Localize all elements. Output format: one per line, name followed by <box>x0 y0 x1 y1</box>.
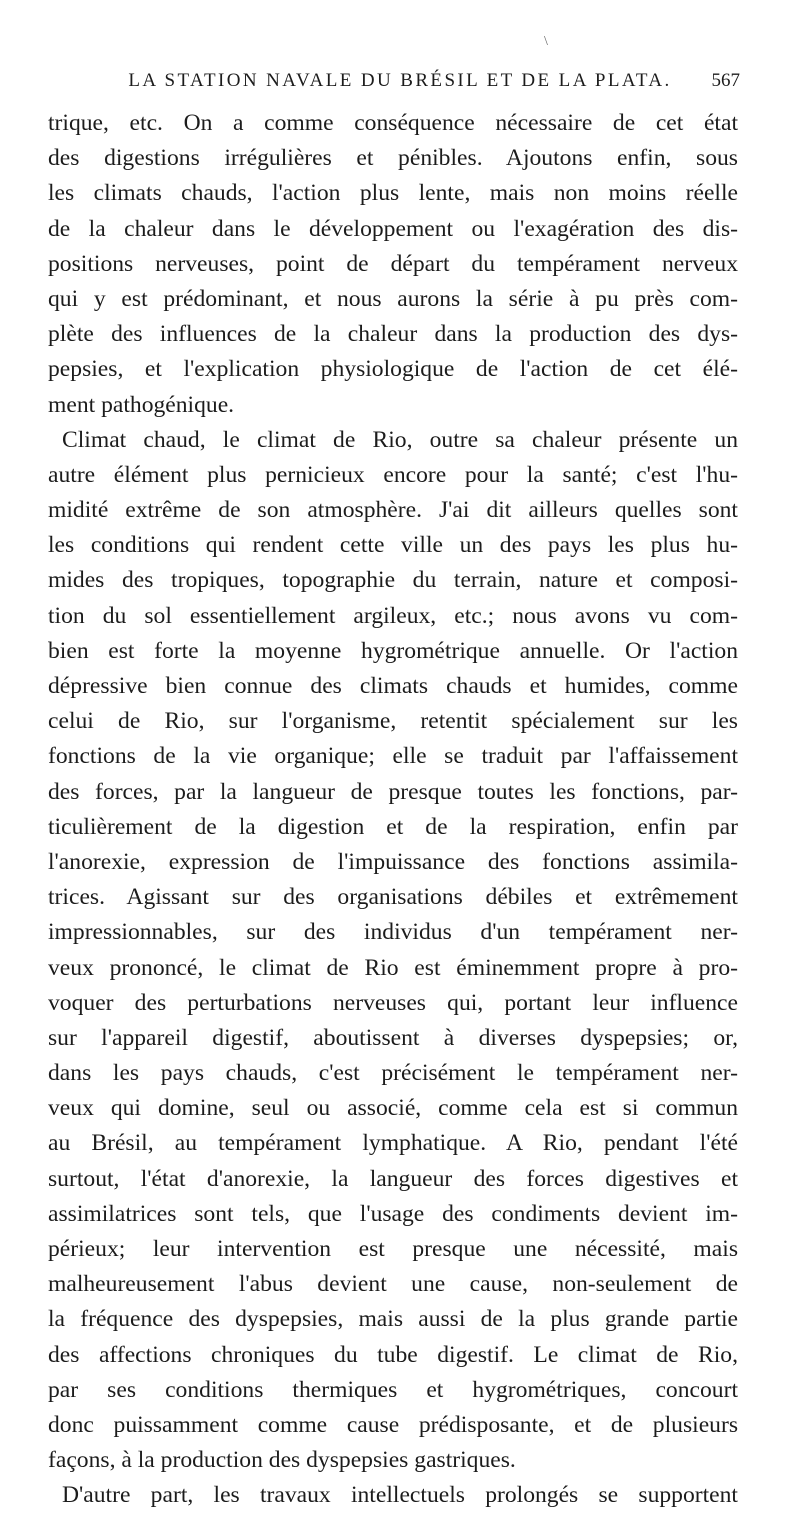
text-line: positions nerveuses, point de départ du tempérament nerveux <box>48 250 738 277</box>
text-line: des digestions irrégulières et pénibles. Ajoutons enfin, sous <box>48 145 738 172</box>
text-line: la fréquence des dyspepsies, mais aussi de la plus grande partie <box>48 1306 738 1333</box>
running-head: LA STATION NAVALE DU BRÉSIL ET DE LA PLATA. <box>128 70 672 91</box>
text-line: les conditions qui rendent cette ville un des pays les plus hu- <box>48 532 738 559</box>
text-line: surtout, l'état d'anorexie, la langueur des forces digestives et <box>48 1165 738 1192</box>
text-line: trique, etc. On a comme conséquence nécessaire de cet état <box>48 110 738 136</box>
text-line: trices. Agissant sur des organisations débiles et extrêmement <box>48 884 738 911</box>
text-line: autre élément plus pernicieux encore pour la santé; c'est l'hu- <box>48 461 738 488</box>
text-line: malheureusement l'abus devient une cause, non-seulement de <box>48 1271 738 1298</box>
text-line: ticulièrement de la digestion et de la respiration, enfin par <box>48 813 738 840</box>
text-line: assimilatrices sont tels, que l'usage des condiments devient im- <box>48 1200 738 1227</box>
text-line: dépressive bien connue des climats chauds et humides, comme <box>48 673 738 699</box>
text-line: veux qui domine, seul ou associé, comme cela est si commun <box>48 1095 738 1122</box>
text-line: voquer des perturbations nerveuses qui, portant leur influence <box>48 989 738 1016</box>
text-line: impressionnables, sur des individus d'un tempérament ner- <box>48 919 738 946</box>
text-line: de la chaleur dans le développement ou l'exagération des dis- <box>48 215 738 242</box>
text-line: sur l'appareil digestif, aboutissent à diverses dyspepsies; or, <box>48 1024 738 1051</box>
text-line: veux prononcé, le climat de Rio est éminemment propre à pro- <box>48 954 738 981</box>
text-line: les climats chauds, l'action plus lente, mais non moins réelle <box>48 180 738 207</box>
text-line: plète des influences de la chaleur dans la production des dys- <box>48 321 738 348</box>
page-number: 567 <box>711 70 740 91</box>
text-line: bien est forte la moyenne hygrométrique annuelle. Or l'action <box>48 637 738 664</box>
text-line: dans les pays chauds, c'est précisément le tempérament ner- <box>48 1060 738 1087</box>
text-line: tion du sol essentiellement argileux, etc.; nous avons vu com- <box>48 602 738 629</box>
text-line: qui y est prédominant, et nous aurons la série à pu près com- <box>48 285 738 312</box>
text-line: périeux; leur intervention est presque une nécessité, mais <box>48 1236 738 1262</box>
paragraph-start-line: D'autre part, les travaux intellectuels prolongés se supportent <box>62 1482 738 1509</box>
text-line: pepsies, et l'explication physiologique de l'action de cet élé- <box>48 356 738 383</box>
paragraph-start-line: Climat chaud, le climat de Rio, outre sa chaleur présente un <box>62 426 738 453</box>
text-line: donc puissamment comme cause prédisposante, et de plusieurs <box>48 1411 738 1438</box>
text-line: par ses conditions thermiques et hygrométriques, concourt <box>48 1376 738 1403</box>
text-line: midité extrême de son atmosphère. J'ai dit ailleurs quelles sont <box>48 497 738 524</box>
text-line: l'anorexie, expression de l'impuissance des fonctions assimila- <box>48 848 738 875</box>
scan-mark: \ <box>544 34 548 49</box>
text-line: fonctions de la vie organique; elle se traduit par l'affaissement <box>48 743 738 770</box>
text-line: celui de Rio, sur l'organisme, retentit spécialement sur les <box>48 708 738 735</box>
body-text <box>48 106 738 1514</box>
page-header <box>60 70 740 100</box>
text-line: des forces, par la langueur de presque toutes les fonctions, par- <box>48 778 738 805</box>
text-line: des affections chroniques du tube digestif. Le climat de Rio, <box>48 1341 738 1368</box>
text-line: mides des tropiques, topographie du terrain, nature et composi- <box>48 567 738 594</box>
text-line: au Brésil, au tempérament lymphatique. A Rio, pendant l'été <box>48 1130 738 1157</box>
text-line: ment pathogénique. <box>48 391 235 418</box>
text-line: façons, à la production des dyspepsies gastriques. <box>48 1447 516 1474</box>
